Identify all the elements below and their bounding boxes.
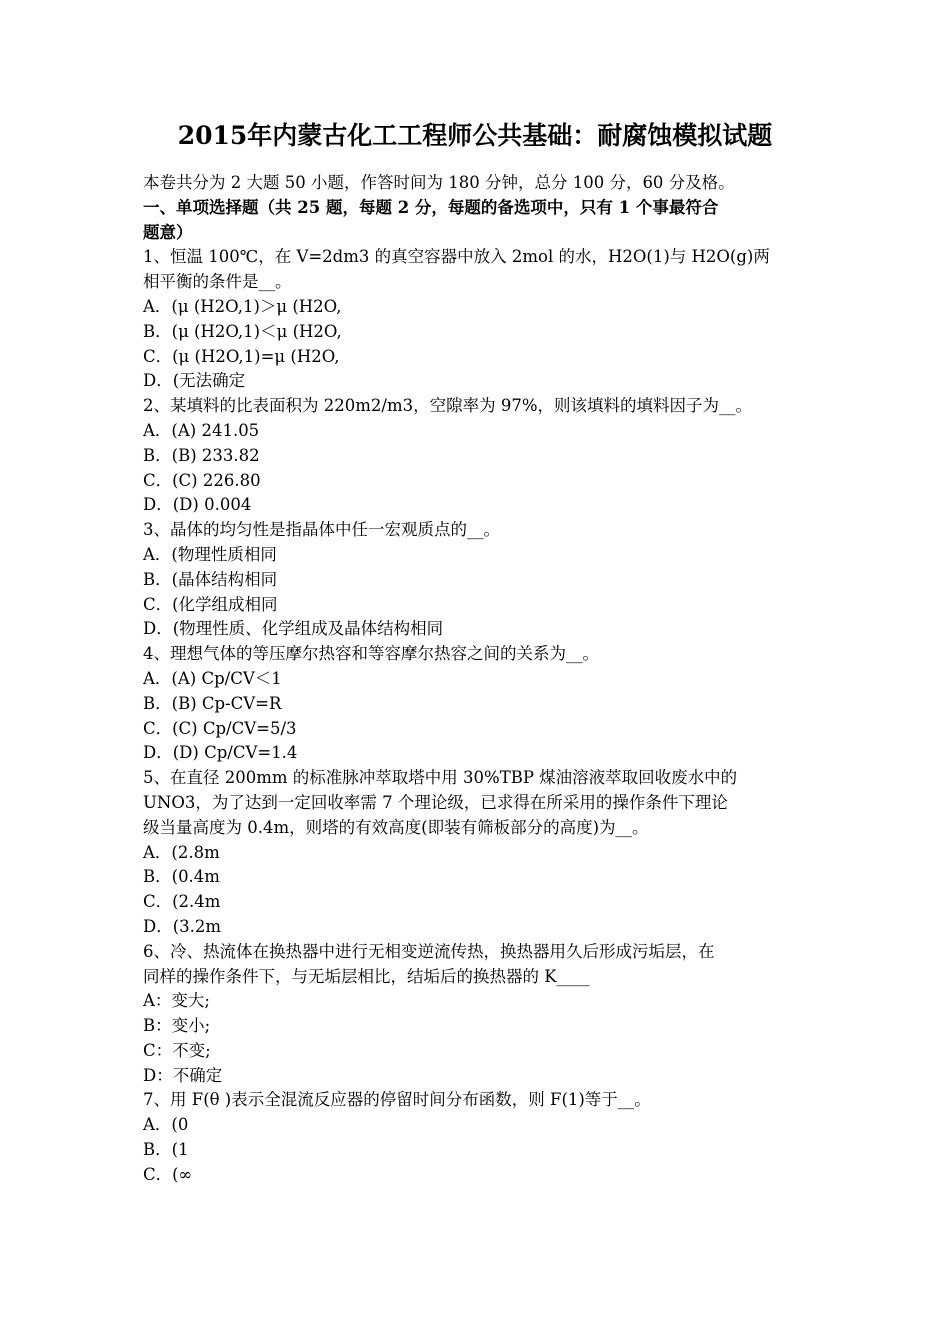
option-d: D．(D) Cp/CV=1.4 [143, 743, 298, 763]
question-stem-line: 同样的操作条件下，与无垢层相比，结垢后的换热器的 K____ [143, 966, 590, 986]
section-header-line-1: 一、单项选择题（共 25 题，每题 2 分，每题的备选项中，只有 1 个事最符合 [143, 197, 719, 217]
option-c: C．(化学组成相同 [143, 594, 278, 614]
question-stem-line: 4、理想气体的等压摩尔热容和等容摩尔热容之间的关系为__。 [143, 644, 599, 664]
question-6 [143, 940, 811, 1089]
option-a: A．(μ (H2O,1)＞μ (H2O, [143, 296, 342, 316]
question-2 [143, 394, 811, 518]
option-d: D．(3.2m [143, 916, 222, 936]
option-b: B：变小; [143, 1016, 211, 1036]
option-c: C．(2.4m [143, 892, 221, 912]
question-stem-line: 1、恒温 100℃，在 V=2dm3 的真空容器中放入 2mol 的水，H2O(1)与 H2O(g)两 [143, 247, 770, 267]
option-a: A．(A) 241.05 [143, 420, 260, 440]
option-c: C：不变; [143, 1040, 211, 1060]
question-stem-line: 6、冷、热流体在换热器中进行无相变逆流传热，换热器用久后形成污垢层，在 [143, 941, 715, 961]
exam-intro: 本卷共分为 2 大题 50 小题，作答时间为 180 分钟，总分 100 分，60 分及格。 [143, 173, 735, 192]
question-1 [143, 245, 811, 394]
document-title: 2015年内蒙古化工工程师公共基础：耐腐蚀模拟试题 [177, 121, 773, 150]
option-b: B．(μ (H2O,1)＜μ (H2O, [143, 321, 342, 341]
option-b: B．(0.4m [143, 867, 220, 887]
section-header-line-2: 题意） [143, 222, 193, 242]
option-d: D．(物理性质、化学组成及晶体结构相同 [143, 619, 444, 639]
option-a: A．(2.8m [143, 842, 220, 862]
option-c: C．(C) Cp/CV=5/3 [143, 718, 297, 738]
question-7 [143, 1088, 811, 1187]
question-stem-line: 相平衡的条件是__。 [143, 272, 292, 292]
option-a: A：变大; [143, 991, 210, 1011]
question-stem-line: 级当量高度为 0.4m，则塔的有效高度(即装有筛板部分的高度)为__。 [143, 817, 649, 837]
question-stem-line: 7、用 F(θ )表示全混流反应器的停留时间分布函数，则 F(1)等于__。 [143, 1090, 651, 1110]
option-a: A．(A) Cp/CV＜1 [143, 668, 282, 688]
question-3 [143, 518, 811, 642]
question-stem-line: 2、某填料的比表面积为 220m2/m3，空隙率为 97%，则该填料的填料因子为__。 [143, 396, 753, 416]
option-a: A．(物理性质相同 [143, 544, 277, 564]
option-c: C．(μ (H2O,1)=μ (H2O, [143, 346, 340, 366]
option-b: B．(1 [143, 1140, 189, 1160]
option-b: B．(B) 233.82 [143, 445, 260, 465]
option-b: B．(B) Cp-CV=R [143, 693, 282, 713]
option-c: C．(C) 226.80 [143, 470, 261, 490]
option-d: D：不确定 [143, 1065, 223, 1085]
option-c: C．(∞ [143, 1164, 193, 1184]
option-d: D．(无法确定 [143, 371, 246, 391]
option-a: A．(0 [143, 1115, 189, 1135]
document-body [143, 171, 811, 1188]
question-stem-line: UNO3，为了达到一定回收率需 7 个理论级，已求得在所采用的操作条件下理论 [143, 792, 728, 812]
option-d: D．(D) 0.004 [143, 495, 252, 515]
option-b: B．(晶体结构相同 [143, 569, 278, 589]
question-4 [143, 642, 811, 766]
question-stem-line: 3、晶体的均匀性是指晶体中任一宏观质点的__。 [143, 520, 500, 540]
question-5 [143, 766, 811, 940]
question-stem-line: 5、在直径 200mm 的标准脉冲萃取塔中用 30%TBP 煤油溶液萃取回收废水中的 [143, 768, 738, 788]
